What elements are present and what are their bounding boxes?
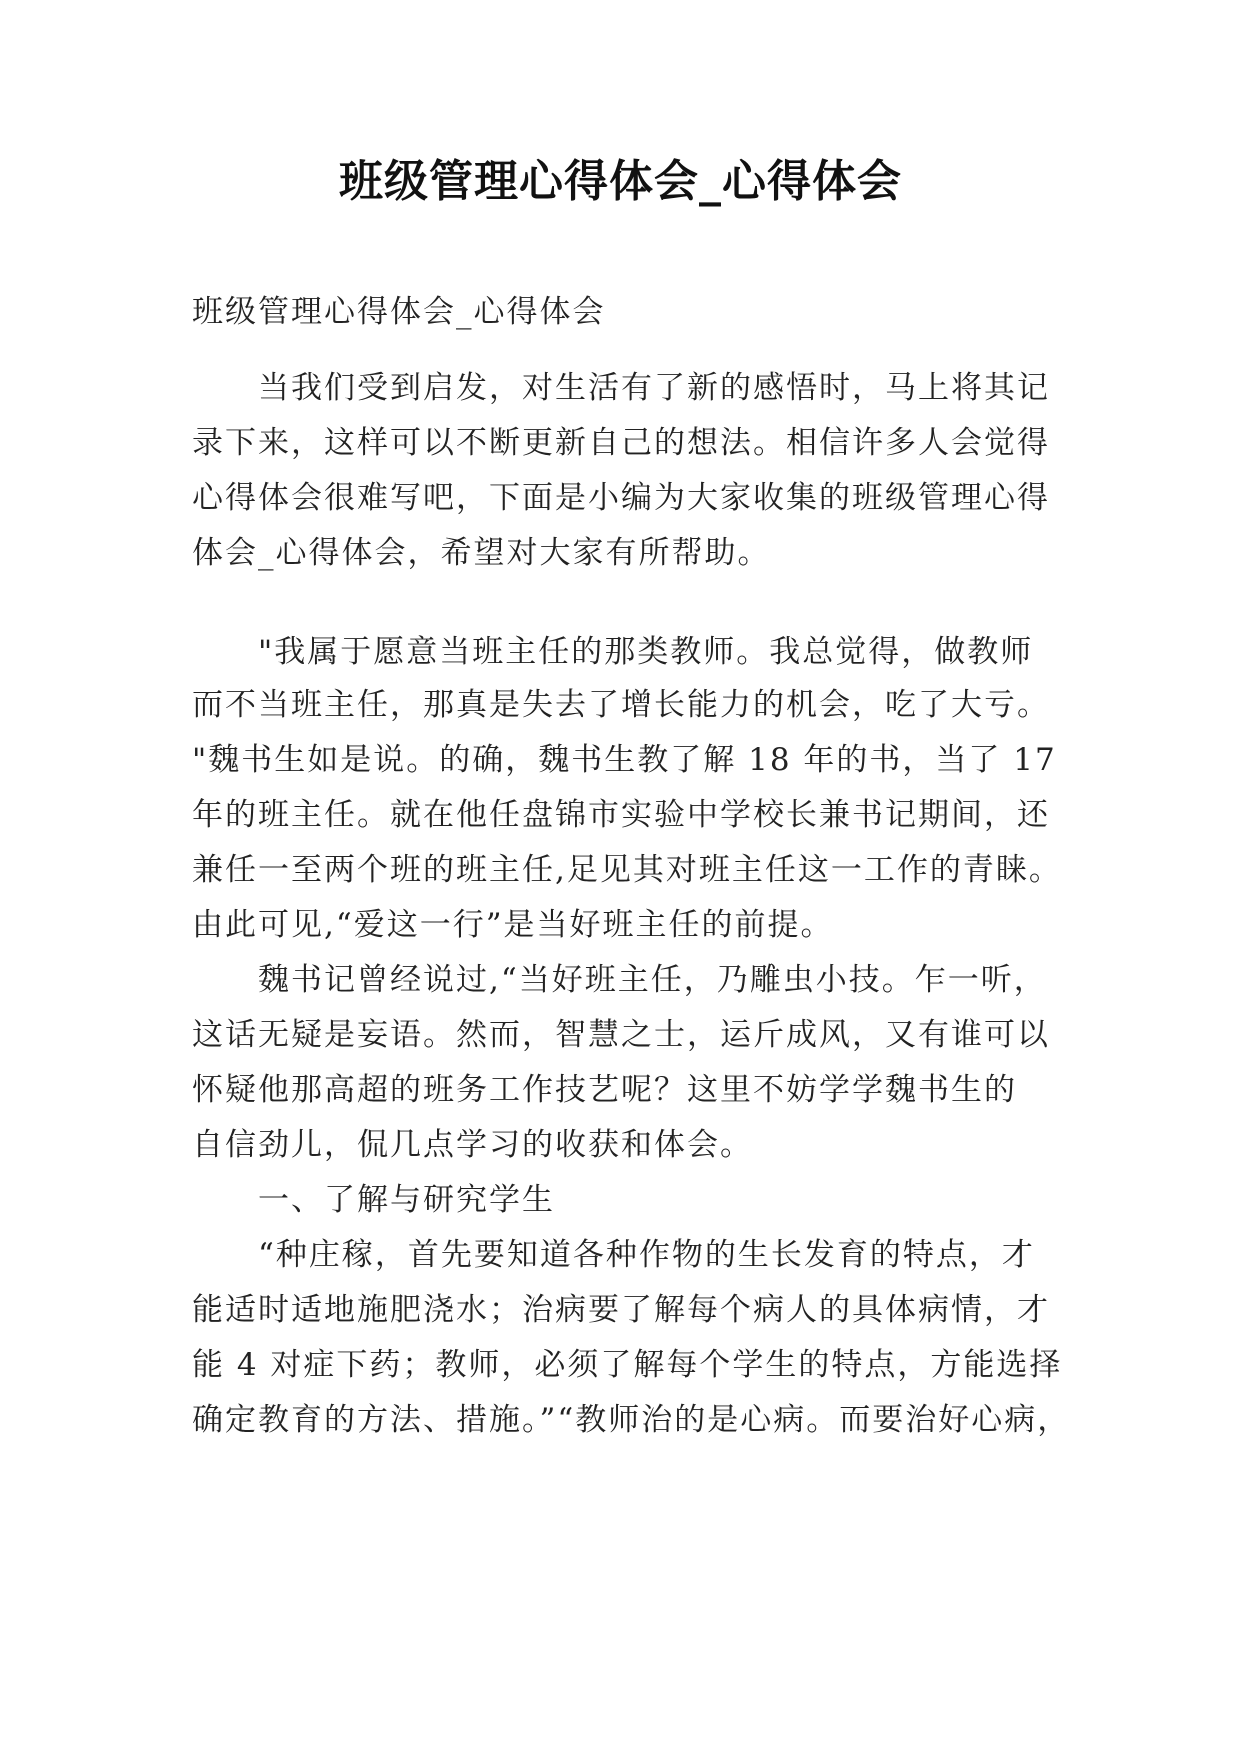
body-line: 这话无疑是妄语。然而，智慧之士，运斤成风，又有谁可以	[192, 1017, 1050, 1053]
body-line: 自信劲儿，侃几点学习的收获和体会。	[192, 1127, 753, 1163]
body-line: 年的班主任。就在他任盘锦市实验中学校长兼书记期间，还	[192, 797, 1050, 833]
body-line: 能 4 对症下药；教师，必须了解每个学生的特点，方能选择	[192, 1347, 1063, 1383]
body-line: 心得体会很难写吧，下面是小编为大家收集的班级管理心得	[192, 480, 1050, 516]
body-line: 当我们受到启发，对生活有了新的感悟时，马上将其记	[192, 370, 1050, 406]
document-subtitle: 班级管理心得体会_心得体会	[192, 294, 606, 330]
body-line: "魏书生如是说。的确，魏书生教了解 18 年的书，当了 17	[192, 742, 1057, 778]
body-line: 而不当班主任，那真是失去了增长能力的机会，吃了大亏。	[192, 687, 1050, 723]
section-heading: 一、了解与研究学生	[192, 1182, 555, 1218]
body-line: 能适时适地施肥浇水；治病要了解每个病人的具体病情，才	[192, 1292, 1050, 1328]
body-line: 由此可见,“爱这一行”是当好班主任的前提。	[192, 907, 834, 943]
body-line: "我属于愿意当班主任的那类教师。我总觉得，做教师	[192, 634, 1034, 670]
document-title: 班级管理心得体会_心得体会	[339, 156, 902, 207]
body-line: 确定教育的方法、措施。”“教师治的是心病。而要治好心病，	[192, 1402, 1071, 1438]
body-line: 兼任一至两个班的班主任,足见其对班主任这一工作的青睐。	[192, 852, 1062, 888]
body-line: 体会_心得体会，希望对大家有所帮助。	[192, 535, 771, 571]
body-line: “种庄稼，首先要知道各种作物的生长发育的特点，才	[192, 1237, 1035, 1273]
body-line: 魏书记曾经说过,“当好班主任，乃雕虫小技。乍一听，	[192, 962, 1047, 998]
body-line: 录下来，这样可以不断更新自己的想法。相信许多人会觉得	[192, 425, 1050, 461]
body-line: 怀疑他那高超的班务工作技艺呢？这里不妨学学魏书生的	[192, 1072, 1017, 1108]
